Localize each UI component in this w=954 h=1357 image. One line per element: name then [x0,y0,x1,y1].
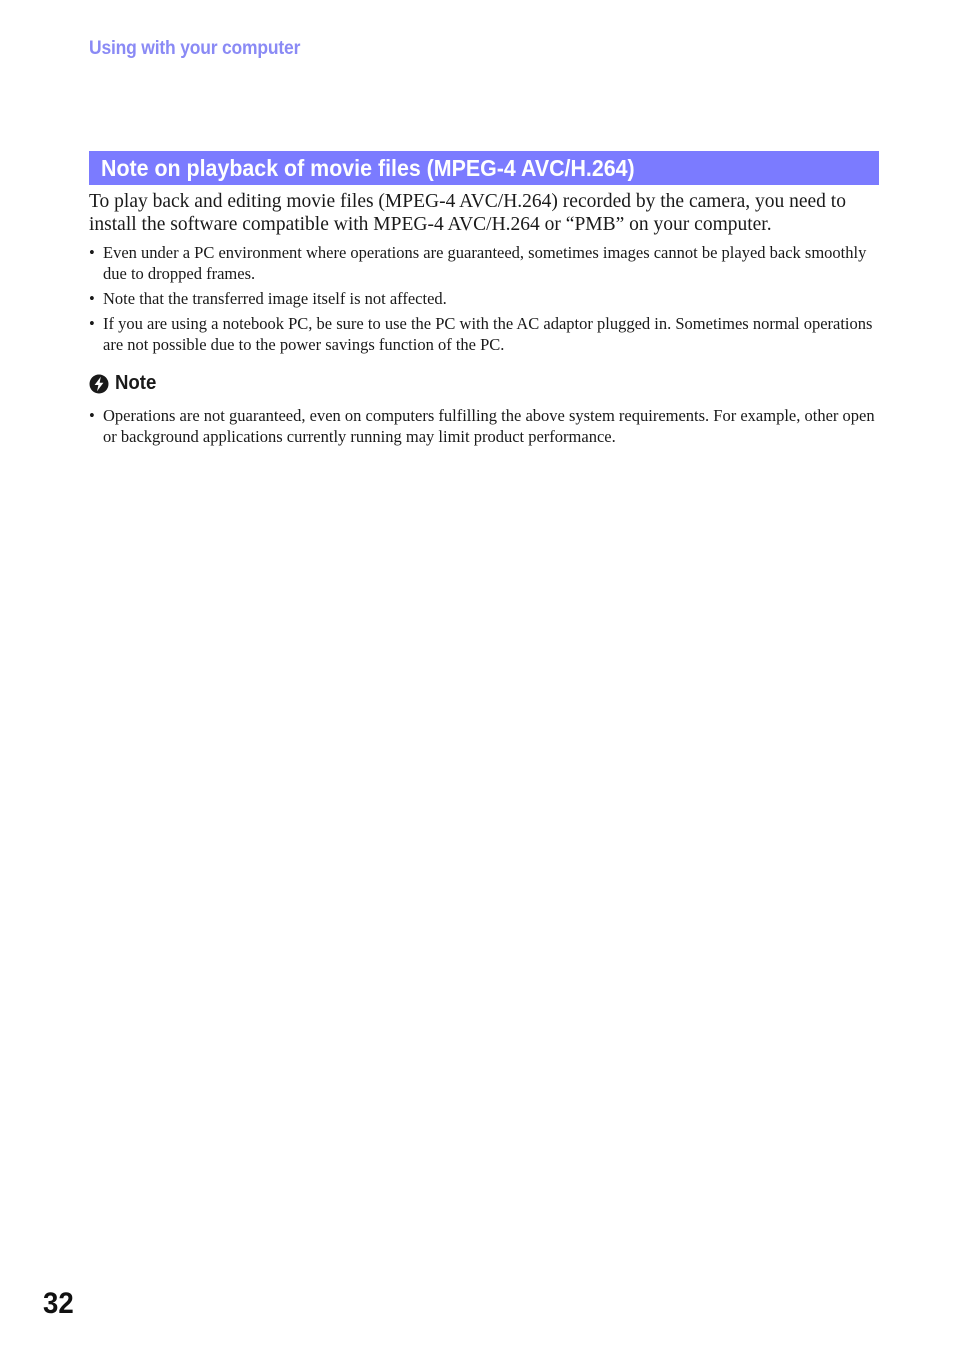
list-item [89,405,879,447]
intro-paragraph: To play back and editing movie files (MPEG-4 AVC/H.264) recorded by the camera, you need to install the software compatible with MPEG-4 AVC/H.264 or “PMB” on your computer. [89,191,846,235]
section-title-bar [89,151,879,185]
note-bolt-icon [89,374,109,394]
list-item-text: Note that the transferred image itself is not affected. [103,289,447,308]
bullet-marker: • [89,314,95,333]
bullet-marker: • [89,243,95,262]
bullet-list [89,242,879,359]
list-item-text: Even under a PC environment where operations are guaranteed, sometimes images cannot be played back smoothly due to dropped frames. [103,243,867,283]
bullet-marker: • [89,289,95,308]
running-header: Using with your computer [89,38,301,59]
list-item [89,288,879,309]
list-item-text: If you are using a notebook PC, be sure to use the PC with the AC adaptor plugged in. Sometimes normal operations are not possible due to the power savings function of the PC. [103,314,873,354]
note-bullet-list [89,405,879,451]
note-label: Note [115,372,157,394]
note-heading [89,372,159,395]
section-title: Note on playback of movie files (MPEG-4 AVC/H.264) [101,154,635,181]
page-number: 32 [43,1287,74,1320]
bullet-marker: • [89,406,95,425]
list-item [89,242,879,284]
list-item-text: Operations are not guaranteed, even on computers fulfilling the above system requirements. For example, other open or background applications currently running may limit product performance. [103,406,875,446]
list-item [89,313,879,355]
